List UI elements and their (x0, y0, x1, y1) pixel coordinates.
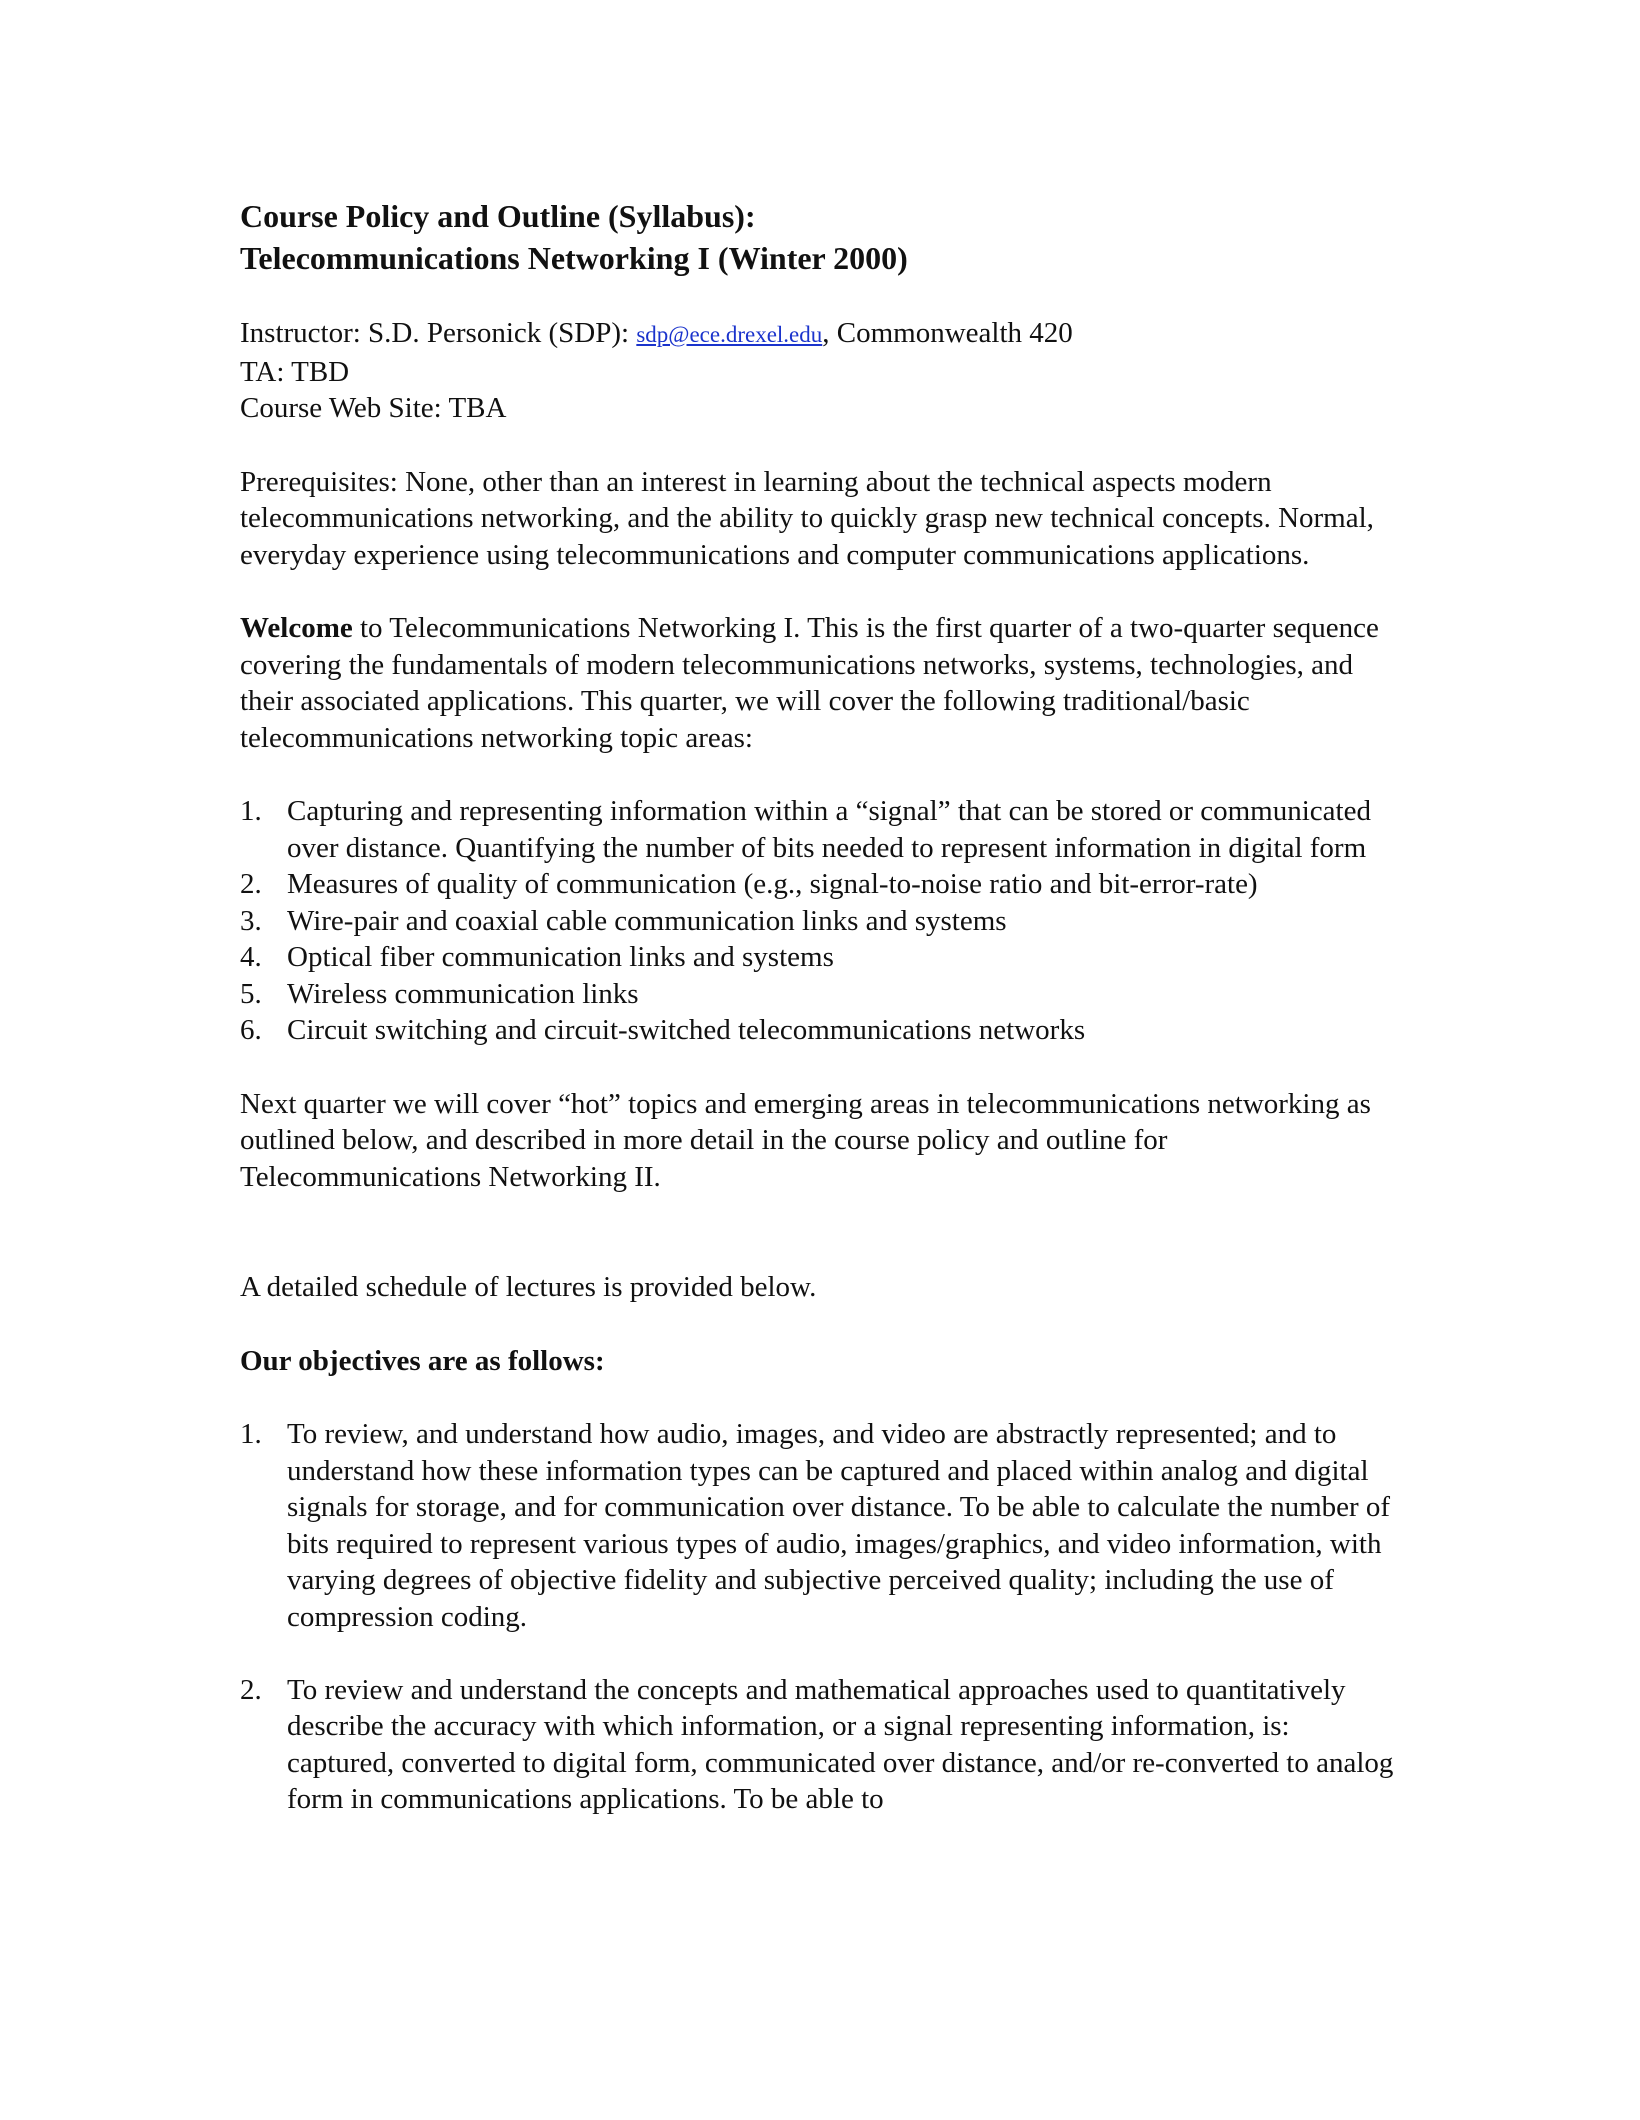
list-item (240, 1672, 1400, 1818)
instructor-email-link[interactable]: sdp@ece.drexel.edu (636, 322, 823, 347)
list-item-text: Wireless communication links (287, 977, 639, 1010)
list-item-number: 4. (240, 941, 262, 973)
list-item-number: 2. (240, 1673, 262, 1706)
welcome-text: to Telecommunications Networking I. This is the first quarter of a two-quarter sequence covering the fundamentals of modern telecommunications networks, systems, technologies, and their associated applications. This quarter, we will cover the following traditional/basic telecommunications networking topic areas: (240, 612, 1379, 754)
prerequisites-paragraph: Prerequisites: None, other than an interest in learning about the technical aspects modern telecommunications networking, and the ability to quickly grasp new technical concepts. Normal, everyday experience using telecommunications and computer communications applications. (240, 465, 1374, 571)
list-item (240, 976, 1400, 1013)
list-item (240, 866, 1400, 903)
title-line-2: Telecommunications Networking I (Winter 2000) (240, 240, 908, 276)
list-item-text: Circuit switching and circuit-switched telecommunications networks (287, 1014, 1086, 1046)
list-item-text: Capturing and representing information within a “signal” that can be stored or communicated over distance. Quantifying the number of bits needed to represent information in digital form (287, 795, 1371, 864)
list-item (240, 1416, 1400, 1635)
list-item (240, 903, 1400, 940)
instructor-line (240, 315, 1400, 354)
instructor-office: , Commonwealth 420 (822, 317, 1073, 349)
objectives-list (240, 1416, 1400, 1818)
list-item-number: 1. (240, 795, 262, 827)
list-item-text: Measures of quality of communication (e.g., signal-to-noise ratio and bit-error-rate) (287, 868, 1258, 900)
list-item (240, 1012, 1400, 1049)
list-item-number: 3. (240, 904, 262, 937)
list-item (240, 939, 1400, 976)
list-item-number: 6. (240, 1014, 262, 1046)
list-item-number: 1. (240, 1418, 262, 1450)
welcome-bold: Welcome (240, 612, 353, 644)
ta-line: TA: TBD (240, 355, 350, 388)
document-page (240, 195, 1400, 1818)
instructor-prefix: Instructor: S.D. Personick (SDP): (240, 317, 637, 349)
website-line: Course Web Site: TBA (240, 392, 507, 424)
title-line-1: Course Policy and Outline (Syllabus): (240, 198, 756, 234)
list-item-text: Optical fiber communication links and systems (287, 941, 834, 973)
instructor-info (240, 315, 1400, 427)
list-item (240, 793, 1400, 866)
document-title (240, 195, 1400, 279)
welcome-paragraph (240, 610, 1400, 756)
list-item-text: To review and understand the concepts and mathematical approaches used to quantitatively describe the accuracy with which information, or a signal representing information, is: captured, converted to digital form, communicated over distance, and/or re-converted to analog form in communications applications. To be able to (287, 1673, 1394, 1815)
list-item-number: 2. (240, 868, 262, 900)
list-item-number: 5. (240, 977, 262, 1010)
topics-list (240, 793, 1400, 1049)
schedule-note: A detailed schedule of lectures is provided below. (240, 1271, 817, 1303)
list-item-text: To review, and understand how audio, images, and video are abstractly represented; and to understand how these information types can be captured and placed within analog and digital signals for storage, and for communication over distance. To be able to calculate the number of bits required to represent various types of audio, images/graphics, and video information, with varying degrees of objective fidelity and subjective perceived quality; including the use of compression coding. (287, 1418, 1391, 1633)
next-quarter-paragraph: Next quarter we will cover “hot” topics and emerging areas in telecommunications networking as outlined below, and described in more detail in the course policy and outline for Telecommunications Networking II. (240, 1087, 1371, 1193)
objectives-heading: Our objectives are as follows: (240, 1344, 605, 1377)
list-item-text: Wire-pair and coaxial cable communication links and systems (287, 904, 1007, 937)
